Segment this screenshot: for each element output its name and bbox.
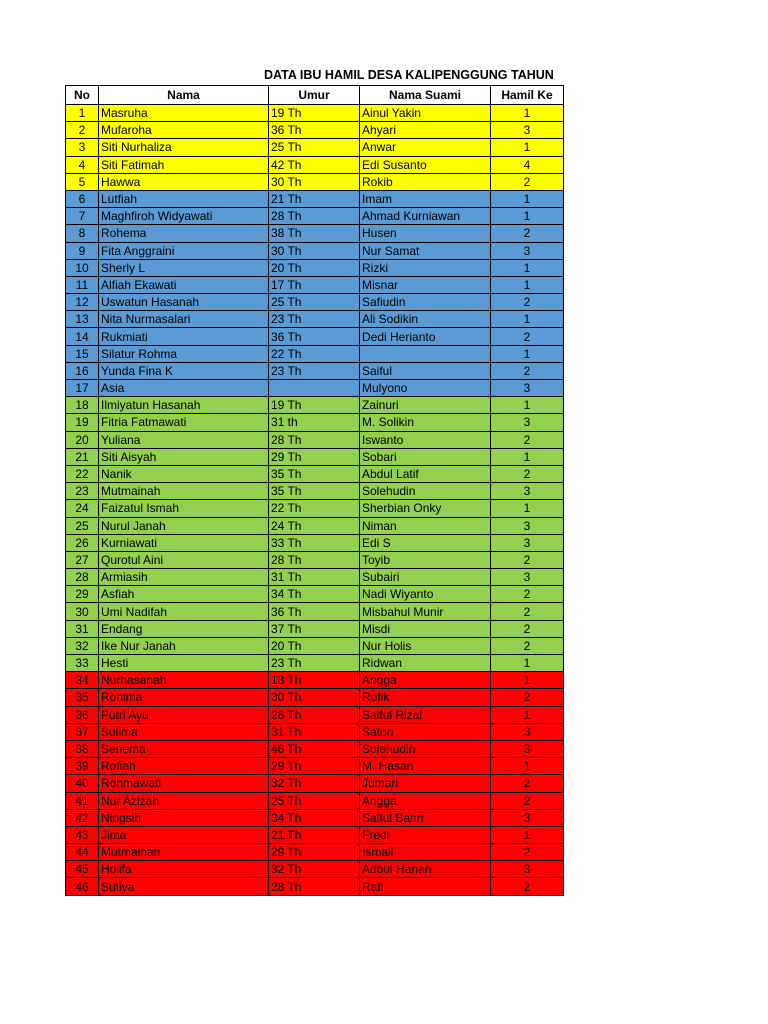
table-row (66, 362, 564, 379)
table-row (66, 758, 564, 775)
cell-umur[interactable]: 26 Th (269, 706, 360, 723)
cell-nama-suami[interactable]: Nur Samat (360, 242, 491, 259)
cell-no[interactable]: 25 (66, 517, 99, 534)
cell-hamil-ke[interactable]: 3 (491, 414, 564, 431)
cell-umur[interactable]: 22 Th (269, 345, 360, 362)
cell-nama[interactable]: Rohima (99, 689, 269, 706)
cell-nama[interactable]: Ilmiyatun Hasanah (99, 397, 269, 414)
table-row (66, 190, 564, 207)
cell-nama[interactable]: Mutmainah (99, 483, 269, 500)
cell-nama-suami[interactable]: Sherbian Onky (360, 500, 491, 517)
cell-nama[interactable]: Alfiah Ekawati (99, 276, 269, 293)
cell-umur[interactable]: 32 Th (269, 861, 360, 878)
table-row (66, 276, 564, 293)
cell-hamil-ke[interactable]: 1 (491, 500, 564, 517)
header-hamil-ke[interactable]: Hamil Ke (491, 86, 564, 105)
cell-hamil-ke[interactable]: 2 (491, 586, 564, 603)
cell-nama-suami[interactable]: Misbahul Munir (360, 603, 491, 620)
cell-hamil-ke[interactable]: 1 (491, 105, 564, 122)
cell-hamil-ke[interactable]: 1 (491, 758, 564, 775)
cell-umur[interactable]: 28 Th (269, 878, 360, 895)
cell-no[interactable]: 38 (66, 740, 99, 757)
cell-no[interactable]: 1 (66, 105, 99, 122)
cell-hamil-ke[interactable]: 1 (491, 259, 564, 276)
cell-no[interactable]: 37 (66, 723, 99, 740)
table-row (66, 775, 564, 792)
table-row (66, 259, 564, 276)
cell-no[interactable]: 13 (66, 311, 99, 328)
cell-nama-suami[interactable]: Nur Holis (360, 637, 491, 654)
table-row (66, 328, 564, 345)
table-row (66, 397, 564, 414)
cell-hamil-ke[interactable]: 3 (491, 242, 564, 259)
cell-hamil-ke[interactable]: 3 (491, 534, 564, 551)
cell-nama[interactable]: Armiasih (99, 569, 269, 586)
cell-no[interactable]: 39 (66, 758, 99, 775)
cell-hamil-ke[interactable]: 2 (491, 637, 564, 654)
cell-no[interactable]: 35 (66, 689, 99, 706)
table-row (66, 414, 564, 431)
cell-nama[interactable]: Faizatul Ismah (99, 500, 269, 517)
header-nama-suami[interactable]: Nama Suami (360, 86, 491, 105)
cell-hamil-ke[interactable]: 3 (491, 723, 564, 740)
cell-nama[interactable]: Putri Ayu (99, 706, 269, 723)
table-row (66, 431, 564, 448)
cell-no[interactable]: 31 (66, 620, 99, 637)
cell-hamil-ke[interactable]: 4 (491, 156, 564, 173)
cell-umur[interactable]: 46 Th (269, 740, 360, 757)
cell-hamil-ke[interactable]: 3 (491, 861, 564, 878)
cell-nama-suami[interactable]: Ahyari (360, 122, 491, 139)
cell-umur[interactable]: 34 Th (269, 586, 360, 603)
cell-umur[interactable]: 18 Th (269, 672, 360, 689)
cell-umur[interactable]: 34 Th (269, 809, 360, 826)
cell-hamil-ke[interactable]: 3 (491, 569, 564, 586)
cell-no[interactable]: 11 (66, 276, 99, 293)
cell-nama-suami[interactable]: Saiful (360, 362, 491, 379)
table-row (66, 465, 564, 482)
cell-nama[interactable]: Lutfiah (99, 190, 269, 207)
cell-nama[interactable]: Maghfiroh Widyawati (99, 208, 269, 225)
cell-nama-suami[interactable]: Misdi (360, 620, 491, 637)
cell-umur[interactable]: 36 Th (269, 122, 360, 139)
cell-hamil-ke[interactable]: 1 (491, 345, 564, 362)
cell-no[interactable]: 17 (66, 380, 99, 397)
cell-nama-suami[interactable]: Rafi (360, 878, 491, 895)
table-body (66, 105, 564, 896)
cell-hamil-ke[interactable]: 1 (491, 139, 564, 156)
cell-umur[interactable]: 35 Th (269, 465, 360, 482)
cell-no[interactable]: 5 (66, 173, 99, 190)
cell-hamil-ke[interactable]: 2 (491, 603, 564, 620)
cell-nama-suami[interactable]: Ali Sodikin (360, 311, 491, 328)
cell-no[interactable]: 42 (66, 809, 99, 826)
cell-umur[interactable]: 29 Th (269, 758, 360, 775)
cell-hamil-ke[interactable]: 2 (491, 173, 564, 190)
cell-umur[interactable]: 32 Th (269, 775, 360, 792)
table-row (66, 105, 564, 122)
cell-umur[interactable]: 31 Th (269, 569, 360, 586)
cell-umur[interactable]: 37 Th (269, 620, 360, 637)
cell-umur[interactable]: 29 Th (269, 844, 360, 861)
cell-nama[interactable]: Umi Nadifah (99, 603, 269, 620)
cell-hamil-ke[interactable]: 2 (491, 620, 564, 637)
cell-nama[interactable]: Ningsih (99, 809, 269, 826)
cell-nama[interactable]: Nur Azizah (99, 792, 269, 809)
cell-nama-suami[interactable]: Adbul Hanan (360, 861, 491, 878)
table-row (66, 826, 564, 843)
cell-nama[interactable]: Mutmainah (99, 844, 269, 861)
header-no[interactable]: No (66, 86, 99, 105)
table-row (66, 551, 564, 568)
cell-hamil-ke[interactable]: 2 (491, 362, 564, 379)
cell-hamil-ke[interactable]: 1 (491, 190, 564, 207)
cell-nama-suami[interactable]: Zainuri (360, 397, 491, 414)
cell-hamil-ke[interactable]: 3 (491, 809, 564, 826)
cell-hamil-ke[interactable]: 3 (491, 740, 564, 757)
cell-nama[interactable]: Fita Anggraini (99, 242, 269, 259)
cell-nama-suami[interactable]: Niman (360, 517, 491, 534)
cell-umur[interactable]: 36 Th (269, 603, 360, 620)
table-row (66, 294, 564, 311)
cell-nama-suami[interactable]: Angga (360, 792, 491, 809)
cell-hamil-ke[interactable]: 3 (491, 517, 564, 534)
cell-umur[interactable]: 17 Th (269, 276, 360, 293)
cell-no[interactable]: 4 (66, 156, 99, 173)
cell-no[interactable]: 36 (66, 706, 99, 723)
cell-nama-suami[interactable]: Ahmad Kurniawan (360, 208, 491, 225)
cell-nama-suami[interactable]: M. Solikin (360, 414, 491, 431)
cell-hamil-ke[interactable]: 2 (491, 878, 564, 895)
cell-no[interactable]: 34 (66, 672, 99, 689)
table-row (66, 603, 564, 620)
cell-nama-suami[interactable]: Edi Susanto (360, 156, 491, 173)
cell-nama[interactable]: Asfiah (99, 586, 269, 603)
cell-no[interactable]: 14 (66, 328, 99, 345)
table-row (66, 723, 564, 740)
cell-umur[interactable]: 28 Th (269, 551, 360, 568)
cell-nama-suami[interactable]: Fredi (360, 826, 491, 843)
cell-no[interactable]: 44 (66, 844, 99, 861)
cell-nama[interactable]: Yuliana (99, 431, 269, 448)
cell-no[interactable]: 27 (66, 551, 99, 568)
table-row (66, 500, 564, 517)
cell-nama-suami[interactable]: M. Hasan (360, 758, 491, 775)
cell-umur[interactable]: 25 Th (269, 139, 360, 156)
cell-umur[interactable]: 20 Th (269, 637, 360, 654)
cell-hamil-ke[interactable]: 1 (491, 208, 564, 225)
cell-hamil-ke[interactable]: 3 (491, 380, 564, 397)
cell-nama-suami[interactable]: Iswanto (360, 431, 491, 448)
cell-umur[interactable]: 42 Th (269, 156, 360, 173)
cell-hamil-ke[interactable]: 2 (491, 775, 564, 792)
table-row (66, 672, 564, 689)
cell-nama-suami[interactable] (360, 345, 491, 362)
cell-nama-suami[interactable]: Husen (360, 225, 491, 242)
cell-umur[interactable]: 30 Th (269, 689, 360, 706)
cell-no[interactable]: 2 (66, 122, 99, 139)
cell-umur[interactable]: 20 Th (269, 259, 360, 276)
table-row (66, 534, 564, 551)
cell-nama-suami[interactable]: Nadi Wiyanto (360, 586, 491, 603)
table-row (66, 345, 564, 362)
cell-nama[interactable]: Nita Nurmasalari (99, 311, 269, 328)
cell-umur[interactable]: 25 Th (269, 792, 360, 809)
cell-no[interactable]: 22 (66, 465, 99, 482)
cell-nama[interactable]: Hesti (99, 655, 269, 672)
cell-no[interactable]: 40 (66, 775, 99, 792)
header-row (66, 86, 564, 105)
cell-nama[interactable]: Qurotul Aini (99, 551, 269, 568)
cell-umur[interactable]: 23 Th (269, 311, 360, 328)
cell-nama-suami[interactable]: Dedi Herianto (360, 328, 491, 345)
table-row (66, 844, 564, 861)
table-row (66, 311, 564, 328)
cell-no[interactable]: 15 (66, 345, 99, 362)
cell-no[interactable]: 21 (66, 448, 99, 465)
cell-nama-suami[interactable]: Ismail (360, 844, 491, 861)
cell-nama-suami[interactable]: Saton (360, 723, 491, 740)
cell-no[interactable]: 7 (66, 208, 99, 225)
cell-umur[interactable]: 21 Th (269, 190, 360, 207)
cell-hamil-ke[interactable]: 1 (491, 706, 564, 723)
cell-no[interactable]: 19 (66, 414, 99, 431)
table-row (66, 483, 564, 500)
cell-umur[interactable]: 33 Th (269, 534, 360, 551)
cell-no[interactable]: 43 (66, 826, 99, 843)
table-row (66, 655, 564, 672)
cell-nama-suami[interactable]: Solehudin (360, 740, 491, 757)
sheet-title: DATA IBU HAMIL DESA KALIPENGGUNG TAHUN (264, 68, 554, 82)
table-row (66, 861, 564, 878)
cell-nama-suami[interactable]: Angga (360, 672, 491, 689)
cell-nama[interactable]: Sulima (99, 723, 269, 740)
table-row (66, 448, 564, 465)
cell-nama[interactable]: Endang (99, 620, 269, 637)
cell-hamil-ke[interactable]: 3 (491, 483, 564, 500)
cell-umur[interactable]: 21 Th (269, 826, 360, 843)
cell-nama[interactable]: Hawwa (99, 173, 269, 190)
cell-nama-suami[interactable]: Sobari (360, 448, 491, 465)
cell-nama-suami[interactable]: Abdul Latif (360, 465, 491, 482)
cell-hamil-ke[interactable]: 1 (491, 311, 564, 328)
cell-no[interactable]: 45 (66, 861, 99, 878)
cell-umur[interactable]: 29 Th (269, 448, 360, 465)
cell-no[interactable]: 26 (66, 534, 99, 551)
cell-nama[interactable]: Nurul Janah (99, 517, 269, 534)
table-row (66, 706, 564, 723)
cell-umur[interactable]: 31 th (269, 414, 360, 431)
cell-nama-suami[interactable]: Mulyono (360, 380, 491, 397)
table-row (66, 740, 564, 757)
cell-nama-suami[interactable]: Saiful Bahri (360, 809, 491, 826)
cell-no[interactable]: 41 (66, 792, 99, 809)
cell-nama-suami[interactable]: Subairi (360, 569, 491, 586)
header-umur[interactable]: Umur (269, 86, 360, 105)
cell-no[interactable]: 10 (66, 259, 99, 276)
cell-nama-suami[interactable]: Jumari (360, 775, 491, 792)
cell-nama-suami[interactable]: Anwar (360, 139, 491, 156)
cell-umur[interactable]: 23 Th (269, 362, 360, 379)
table-row (66, 792, 564, 809)
cell-umur[interactable]: 35 Th (269, 483, 360, 500)
cell-nama[interactable]: Nurhasanah (99, 672, 269, 689)
cell-hamil-ke[interactable]: 2 (491, 431, 564, 448)
table-row (66, 156, 564, 173)
cell-nama-suami[interactable]: Misnar (360, 276, 491, 293)
cell-umur[interactable]: 28 Th (269, 431, 360, 448)
cell-nama[interactable]: Holifa (99, 861, 269, 878)
cell-umur[interactable]: 19 Th (269, 397, 360, 414)
cell-no[interactable]: 32 (66, 637, 99, 654)
cell-nama-suami[interactable]: Imam (360, 190, 491, 207)
cell-umur[interactable]: 36 Th (269, 328, 360, 345)
cell-umur[interactable]: 19 Th (269, 105, 360, 122)
cell-umur[interactable]: 38 Th (269, 225, 360, 242)
cell-hamil-ke[interactable]: 1 (491, 276, 564, 293)
table-row (66, 569, 564, 586)
cell-hamil-ke[interactable]: 1 (491, 448, 564, 465)
cell-nama-suami[interactable]: Solehudin (360, 483, 491, 500)
cell-nama-suami[interactable]: Rokib (360, 173, 491, 190)
cell-no[interactable]: 16 (66, 362, 99, 379)
cell-no[interactable]: 24 (66, 500, 99, 517)
cell-nama[interactable]: Rukmiati (99, 328, 269, 345)
cell-hamil-ke[interactable]: 3 (491, 122, 564, 139)
cell-nama[interactable]: Siti Fatimah (99, 156, 269, 173)
cell-no[interactable]: 20 (66, 431, 99, 448)
cell-nama[interactable]: Jima (99, 826, 269, 843)
cell-no[interactable]: 29 (66, 586, 99, 603)
table-row (66, 637, 564, 654)
cell-hamil-ke[interactable]: 2 (491, 551, 564, 568)
cell-hamil-ke[interactable]: 2 (491, 225, 564, 242)
cell-hamil-ke[interactable]: 2 (491, 844, 564, 861)
cell-umur[interactable]: 22 Th (269, 500, 360, 517)
cell-hamil-ke[interactable]: 2 (491, 294, 564, 311)
cell-umur[interactable] (269, 380, 360, 397)
cell-hamil-ke[interactable]: 1 (491, 826, 564, 843)
table-row (66, 586, 564, 603)
cell-umur[interactable]: 24 Th (269, 517, 360, 534)
cell-nama-suami[interactable]: Ainul Yakin (360, 105, 491, 122)
cell-nama[interactable]: Kurniawati (99, 534, 269, 551)
table-row (66, 517, 564, 534)
cell-nama[interactable]: Siti Aisyah (99, 448, 269, 465)
cell-nama[interactable]: Siti Nurhaliza (99, 139, 269, 156)
table-row (66, 242, 564, 259)
cell-hamil-ke[interactable]: 2 (491, 792, 564, 809)
header-nama[interactable]: Nama (99, 86, 269, 105)
cell-nama[interactable]: Fitria Fatmawati (99, 414, 269, 431)
cell-hamil-ke[interactable]: 2 (491, 689, 564, 706)
cell-nama[interactable]: Yunda Fina K (99, 362, 269, 379)
cell-no[interactable]: 33 (66, 655, 99, 672)
cell-nama-suami[interactable]: Saiful Rizal (360, 706, 491, 723)
table-row (66, 878, 564, 895)
cell-nama[interactable]: Nanik (99, 465, 269, 482)
cell-nama-suami[interactable]: Rofik (360, 689, 491, 706)
cell-no[interactable]: 46 (66, 878, 99, 895)
cell-hamil-ke[interactable]: 1 (491, 397, 564, 414)
cell-nama[interactable]: Rohema (99, 225, 269, 242)
cell-nama[interactable]: Senema (99, 740, 269, 757)
cell-nama-suami[interactable]: Ridwan (360, 655, 491, 672)
cell-nama[interactable]: Masruha (99, 105, 269, 122)
table-row (66, 122, 564, 139)
cell-nama[interactable]: Asia (99, 380, 269, 397)
cell-umur[interactable]: 30 Th (269, 242, 360, 259)
cell-hamil-ke[interactable]: 2 (491, 328, 564, 345)
table-row (66, 173, 564, 190)
cell-nama-suami[interactable]: Safiudin (360, 294, 491, 311)
table-row (66, 380, 564, 397)
cell-umur[interactable]: 30 Th (269, 173, 360, 190)
cell-no[interactable]: 12 (66, 294, 99, 311)
cell-nama-suami[interactable]: Rizki (360, 259, 491, 276)
cell-no[interactable]: 18 (66, 397, 99, 414)
table-row (66, 139, 564, 156)
cell-nama[interactable]: Ike Nur Janah (99, 637, 269, 654)
cell-nama-suami[interactable]: Toyib (360, 551, 491, 568)
table-row (66, 809, 564, 826)
cell-no[interactable]: 23 (66, 483, 99, 500)
cell-umur[interactable]: 31 Th (269, 723, 360, 740)
cell-no[interactable]: 28 (66, 569, 99, 586)
table-row (66, 620, 564, 637)
cell-nama[interactable]: Rohmawati (99, 775, 269, 792)
cell-nama[interactable]: Rofiah (99, 758, 269, 775)
cell-no[interactable]: 8 (66, 225, 99, 242)
cell-hamil-ke[interactable]: 1 (491, 672, 564, 689)
cell-no[interactable]: 9 (66, 242, 99, 259)
table-row (66, 689, 564, 706)
cell-no[interactable]: 30 (66, 603, 99, 620)
cell-hamil-ke[interactable]: 1 (491, 655, 564, 672)
cell-no[interactable]: 3 (66, 139, 99, 156)
data-table (65, 85, 564, 896)
cell-nama[interactable]: Mufaroha (99, 122, 269, 139)
cell-no[interactable]: 6 (66, 190, 99, 207)
table-row (66, 208, 564, 225)
cell-nama[interactable]: Sherly L (99, 259, 269, 276)
cell-nama[interactable]: Sutiya (99, 878, 269, 895)
cell-nama[interactable]: Uswatun Hasanah (99, 294, 269, 311)
table-row (66, 225, 564, 242)
cell-umur[interactable]: 28 Th (269, 208, 360, 225)
cell-hamil-ke[interactable]: 2 (491, 465, 564, 482)
cell-nama[interactable]: Silatur Rohma (99, 345, 269, 362)
cell-umur[interactable]: 23 Th (269, 655, 360, 672)
cell-nama-suami[interactable]: Edi S (360, 534, 491, 551)
cell-umur[interactable]: 25 Th (269, 294, 360, 311)
